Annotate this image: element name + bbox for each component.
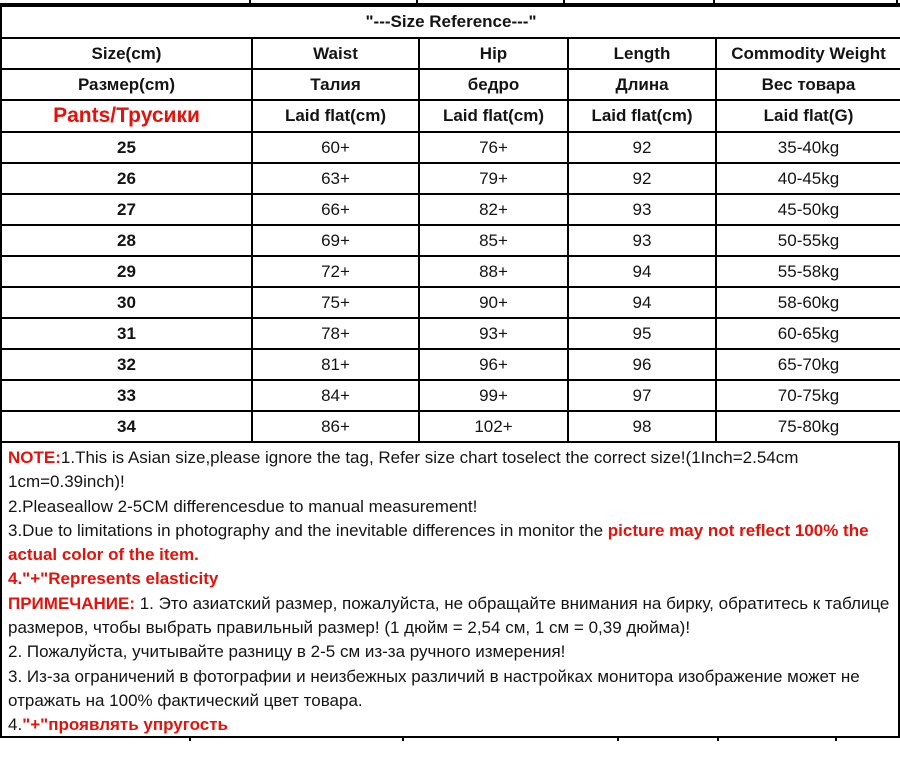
- table-row: [1, 194, 900, 225]
- value-cell: 81+: [252, 349, 419, 380]
- measure-method-cell: Laid flat(cm): [252, 100, 419, 132]
- note-segment-highlight: picture may not reflect 100% the actual color of the item.: [8, 520, 869, 565]
- value-cell: 99+: [419, 380, 568, 411]
- value-cell: 78+: [252, 318, 419, 349]
- value-cell: 60-65kg: [716, 318, 900, 349]
- column-header-size: Size(cm): [1, 38, 252, 69]
- value-cell: 94: [568, 256, 716, 287]
- size-cell: 33: [1, 380, 252, 411]
- note-segment-highlight: 4."+"Represents elasticity: [8, 569, 219, 589]
- value-cell: 98: [568, 411, 716, 442]
- divider: [0, 736, 900, 738]
- cropped-row-edge-bottom: [0, 736, 900, 741]
- value-cell: 79+: [419, 163, 568, 194]
- column-header-length-ru: Длина: [568, 69, 716, 100]
- measure-method-cell: Laid flat(cm): [568, 100, 716, 132]
- value-cell: 55-58kg: [716, 256, 900, 287]
- note-line: [8, 592, 892, 641]
- divider: [896, 0, 898, 3]
- value-cell: 63+: [252, 163, 419, 194]
- note-line: [8, 446, 892, 495]
- value-cell: 75+: [252, 287, 419, 318]
- value-cell: 66+: [252, 194, 419, 225]
- divider: [0, 3, 900, 5]
- notes-section: [0, 443, 900, 736]
- divider: [402, 738, 404, 741]
- value-cell: 96+: [419, 349, 568, 380]
- divider: [835, 738, 837, 741]
- value-cell: 93: [568, 194, 716, 225]
- size-cell: 27: [1, 194, 252, 225]
- note-segment: 1. Это азиатский размер, пожалуйста, не обращайте внимания на бирку, обратитесь к таблице размеров, чтобы выбрать правильный размер! (1 дюйм = 2,54 см, 1 см = 0,39 дюйма)!: [8, 593, 890, 638]
- value-cell: 90+: [419, 287, 568, 318]
- note-line: [8, 640, 892, 664]
- note-line: [8, 665, 892, 714]
- value-cell: 93: [568, 225, 716, 256]
- table-row: [1, 256, 900, 287]
- note-segment: 3. Из-за ограничений в фотографии и неизбежных различий в настройках монитора изображение может не отражать на 100% фактический цвет товара.: [8, 666, 860, 710]
- column-header-weight-ru: Вес товара: [716, 69, 900, 100]
- note-line: [8, 519, 892, 568]
- table-row: [1, 132, 900, 163]
- column-header-size-ru: Размер(cm): [1, 69, 252, 100]
- note-segment: 2. Пожалуйста, учитывайте разницу в 2-5 см из-за ручного измерения!: [8, 642, 566, 662]
- table-row: [1, 349, 900, 380]
- category-row: [1, 100, 900, 132]
- measure-method-cell: Laid flat(cm): [419, 100, 568, 132]
- table-row: [1, 225, 900, 256]
- note-line: [8, 567, 892, 591]
- size-cell: 29: [1, 256, 252, 287]
- note-segment: 2.Pleaseallow 2-5CM differencesdue to manual measurement!: [8, 496, 478, 516]
- size-reference-table: [0, 5, 900, 443]
- value-cell: 84+: [252, 380, 419, 411]
- column-header-hip-ru: бедро: [419, 69, 568, 100]
- divider: [249, 0, 251, 3]
- header-row-russian: [1, 69, 900, 100]
- note-segment: 1.This is Asian size,please ignore the tag, Refer size chart toselect the correct size!(1Inch=2.54cm 1cm=0.39inch)!: [8, 448, 799, 492]
- measure-method-cell: Laid flat(G): [716, 100, 900, 132]
- value-cell: 60+: [252, 132, 419, 163]
- value-cell: 40-45kg: [716, 163, 900, 194]
- value-cell: 92: [568, 163, 716, 194]
- divider: [717, 738, 719, 741]
- table-row: [1, 287, 900, 318]
- divider: [189, 738, 191, 741]
- table-row: [1, 163, 900, 194]
- divider: [563, 0, 565, 3]
- table-title-row: [1, 6, 900, 38]
- value-cell: 76+: [419, 132, 568, 163]
- value-cell: 50-55kg: [716, 225, 900, 256]
- value-cell: 35-40kg: [716, 132, 900, 163]
- size-cell: 25: [1, 132, 252, 163]
- table-row: [1, 318, 900, 349]
- column-header-waist-ru: Талия: [252, 69, 419, 100]
- note-segment-highlight: ПРИМЕЧАНИЕ:: [8, 593, 140, 613]
- divider: [416, 0, 418, 3]
- column-header-hip: Hip: [419, 38, 568, 69]
- value-cell: 70-75kg: [716, 380, 900, 411]
- value-cell: 96: [568, 349, 716, 380]
- value-cell: 86+: [252, 411, 419, 442]
- divider: [713, 0, 715, 3]
- cropped-row-edge-top: [0, 0, 900, 5]
- page-title: "---Size Reference---": [1, 6, 900, 38]
- size-cell: 28: [1, 225, 252, 256]
- size-cell: 26: [1, 163, 252, 194]
- value-cell: 92: [568, 132, 716, 163]
- size-cell: 32: [1, 349, 252, 380]
- value-cell: 95: [568, 318, 716, 349]
- note-segment: 3.Due to limitations in photography and the inevitable differences in monitor the: [8, 520, 608, 540]
- note-segment-highlight: "+"проявлять упругость: [22, 715, 228, 735]
- value-cell: 97: [568, 380, 716, 411]
- value-cell: 58-60kg: [716, 287, 900, 318]
- value-cell: 75-80kg: [716, 411, 900, 442]
- value-cell: 72+: [252, 256, 419, 287]
- value-cell: 69+: [252, 225, 419, 256]
- value-cell: 88+: [419, 256, 568, 287]
- table-row: [1, 380, 900, 411]
- value-cell: 93+: [419, 318, 568, 349]
- value-cell: 45-50kg: [716, 194, 900, 225]
- note-segment: 4.: [8, 715, 23, 735]
- value-cell: 65-70kg: [716, 349, 900, 380]
- size-cell: 30: [1, 287, 252, 318]
- divider: [617, 738, 619, 741]
- note-line: [8, 495, 892, 519]
- value-cell: 85+: [419, 225, 568, 256]
- note-segment-highlight: NOTE:: [8, 448, 61, 467]
- value-cell: 94: [568, 287, 716, 318]
- note-line: [8, 713, 892, 736]
- header-row-english: [1, 38, 900, 69]
- column-header-weight: Commodity Weight: [716, 38, 900, 69]
- table-row: [1, 411, 900, 442]
- column-header-waist: Waist: [252, 38, 419, 69]
- category-label: Pants/Трусики: [1, 100, 252, 132]
- column-header-length: Length: [568, 38, 716, 69]
- size-cell: 34: [1, 411, 252, 442]
- value-cell: 102+: [419, 411, 568, 442]
- size-cell: 31: [1, 318, 252, 349]
- value-cell: 82+: [419, 194, 568, 225]
